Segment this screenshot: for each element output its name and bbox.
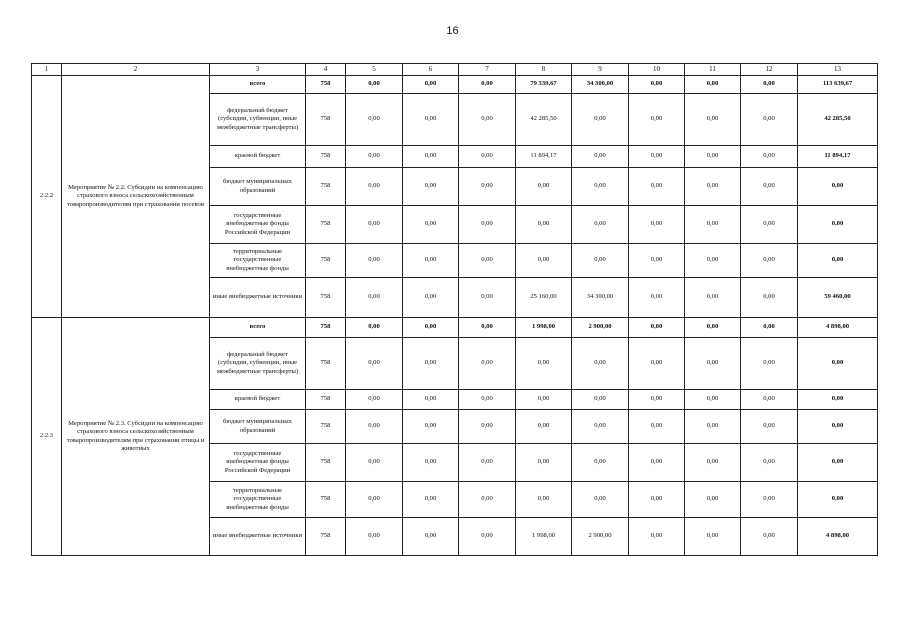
value-cell: 0,00 bbox=[459, 518, 516, 556]
header-cell: 9 bbox=[572, 64, 629, 76]
header-cell: 12 bbox=[741, 64, 798, 76]
value-cell: 0,00 bbox=[629, 482, 685, 518]
value-cell: 758 bbox=[306, 206, 346, 244]
value-cell: 0,00 bbox=[629, 206, 685, 244]
value-cell: 0,00 bbox=[403, 278, 459, 318]
value-cell: 0,00 bbox=[459, 390, 516, 410]
value-cell: 0,00 bbox=[346, 278, 403, 318]
value-cell: 25 160,00 bbox=[516, 278, 572, 318]
value-cell: 0,00 bbox=[741, 278, 798, 318]
value-cell: 0,00 bbox=[685, 146, 741, 168]
value-cell: 0,00 bbox=[572, 338, 629, 390]
value-cell: 0,00 bbox=[741, 444, 798, 482]
value-cell: 0,00 bbox=[629, 94, 685, 146]
value-cell: 758 bbox=[306, 244, 346, 278]
value-cell: 758 bbox=[306, 168, 346, 206]
value-cell: 34 300,00 bbox=[572, 76, 629, 94]
header-row bbox=[32, 64, 878, 76]
value-cell: 758 bbox=[306, 410, 346, 444]
value-cell: 0,00 bbox=[741, 518, 798, 556]
value-cell: 0,00 bbox=[459, 146, 516, 168]
funding-source: краевой бюджет bbox=[210, 390, 306, 410]
value-cell: 0,00 bbox=[685, 518, 741, 556]
value-cell: 0,00 bbox=[459, 482, 516, 518]
value-cell: 0,00 bbox=[459, 278, 516, 318]
budget-table bbox=[31, 63, 878, 556]
value-cell: 0,00 bbox=[459, 244, 516, 278]
value-cell: 0,00 bbox=[741, 244, 798, 278]
value-cell: 0,00 bbox=[629, 278, 685, 318]
value-cell: 2 900,00 bbox=[572, 318, 629, 338]
value-cell: 0,00 bbox=[685, 318, 741, 338]
table-row bbox=[32, 76, 878, 94]
value-cell: 0,00 bbox=[629, 410, 685, 444]
value-cell: 0,00 bbox=[741, 318, 798, 338]
value-cell: 0,00 bbox=[346, 76, 403, 94]
value-cell: 0,00 bbox=[346, 482, 403, 518]
total-cell: 113 639,67 bbox=[798, 76, 878, 94]
value-cell: 0,00 bbox=[629, 168, 685, 206]
section-code: 2.2.2 bbox=[32, 76, 62, 318]
value-cell: 0,00 bbox=[516, 206, 572, 244]
total-cell: 4 898,00 bbox=[798, 318, 878, 338]
header-cell: 3 bbox=[210, 64, 306, 76]
value-cell: 0,00 bbox=[459, 76, 516, 94]
value-cell: 0,00 bbox=[516, 444, 572, 482]
value-cell: 0,00 bbox=[741, 390, 798, 410]
funding-source: государственные внебюджетные фонды Российской Федерации bbox=[210, 444, 306, 482]
funding-source: государственные внебюджетные фонды Российской Федерации bbox=[210, 206, 306, 244]
value-cell: 0,00 bbox=[346, 390, 403, 410]
value-cell: 0,00 bbox=[685, 410, 741, 444]
value-cell: 0,00 bbox=[629, 318, 685, 338]
value-cell: 0,00 bbox=[572, 94, 629, 146]
value-cell: 0,00 bbox=[516, 168, 572, 206]
value-cell: 0,00 bbox=[403, 482, 459, 518]
total-cell: 0,00 bbox=[798, 338, 878, 390]
value-cell: 0,00 bbox=[403, 168, 459, 206]
value-cell: 0,00 bbox=[516, 410, 572, 444]
header-cell: 5 bbox=[346, 64, 403, 76]
header-cell: 10 bbox=[629, 64, 685, 76]
total-cell: 4 898,00 bbox=[798, 518, 878, 556]
value-cell: 0,00 bbox=[629, 444, 685, 482]
funding-source: всего bbox=[210, 76, 306, 94]
value-cell: 0,00 bbox=[629, 338, 685, 390]
value-cell: 1 998,00 bbox=[516, 318, 572, 338]
value-cell: 0,00 bbox=[459, 338, 516, 390]
value-cell: 0,00 bbox=[403, 390, 459, 410]
value-cell: 2 900,00 bbox=[572, 518, 629, 556]
value-cell: 0,00 bbox=[516, 338, 572, 390]
header-cell: 13 bbox=[798, 64, 878, 76]
header-cell: 11 bbox=[685, 64, 741, 76]
value-cell: 11 894,17 bbox=[516, 146, 572, 168]
table-body bbox=[32, 64, 878, 556]
header-cell: 1 bbox=[32, 64, 62, 76]
value-cell: 0,00 bbox=[685, 444, 741, 482]
value-cell: 0,00 bbox=[403, 518, 459, 556]
value-cell: 758 bbox=[306, 482, 346, 518]
value-cell: 34 300,00 bbox=[572, 278, 629, 318]
value-cell: 0,00 bbox=[741, 168, 798, 206]
value-cell: 0,00 bbox=[346, 206, 403, 244]
total-cell: 0,00 bbox=[798, 410, 878, 444]
value-cell: 0,00 bbox=[346, 410, 403, 444]
value-cell: 0,00 bbox=[572, 206, 629, 244]
funding-source: федеральный бюджет (субсидии, субвенции, иные межбюджетные трансферты) bbox=[210, 338, 306, 390]
value-cell: 0,00 bbox=[346, 338, 403, 390]
value-cell: 0,00 bbox=[685, 244, 741, 278]
value-cell: 0,00 bbox=[403, 94, 459, 146]
value-cell: 0,00 bbox=[516, 390, 572, 410]
total-cell: 42 285,50 bbox=[798, 94, 878, 146]
value-cell: 0,00 bbox=[629, 390, 685, 410]
header-cell: 4 bbox=[306, 64, 346, 76]
value-cell: 42 285,50 bbox=[516, 94, 572, 146]
value-cell: 0,00 bbox=[685, 278, 741, 318]
value-cell: 0,00 bbox=[572, 146, 629, 168]
page-number: 16 bbox=[446, 25, 459, 37]
value-cell: 0,00 bbox=[685, 390, 741, 410]
value-cell: 0,00 bbox=[516, 482, 572, 518]
value-cell: 0,00 bbox=[685, 76, 741, 94]
value-cell: 0,00 bbox=[741, 410, 798, 444]
value-cell: 0,00 bbox=[741, 146, 798, 168]
event-name: Мероприятие № 2.3. Субсидии на компенсацию страхового взноса сельскохозяйственным товаропроизводителям при страховании птицы и животных bbox=[62, 318, 210, 556]
value-cell: 0,00 bbox=[346, 146, 403, 168]
section-code: 2.2.3 bbox=[32, 318, 62, 556]
funding-source: территориальные государственные внебюджетные фонды bbox=[210, 244, 306, 278]
value-cell: 0,00 bbox=[685, 338, 741, 390]
value-cell: 0,00 bbox=[572, 482, 629, 518]
value-cell: 0,00 bbox=[459, 410, 516, 444]
funding-source: территориальные государственные внебюджетные фонды bbox=[210, 482, 306, 518]
table-row bbox=[32, 318, 878, 338]
value-cell: 0,00 bbox=[685, 168, 741, 206]
value-cell: 0,00 bbox=[572, 244, 629, 278]
value-cell: 0,00 bbox=[572, 390, 629, 410]
value-cell: 758 bbox=[306, 444, 346, 482]
total-cell: 59 460,00 bbox=[798, 278, 878, 318]
value-cell: 0,00 bbox=[403, 444, 459, 482]
value-cell: 758 bbox=[306, 518, 346, 556]
funding-source: иные внебюджетные источники bbox=[210, 518, 306, 556]
value-cell: 0,00 bbox=[403, 318, 459, 338]
value-cell: 0,00 bbox=[403, 76, 459, 94]
funding-source: иные внебюджетные источники bbox=[210, 278, 306, 318]
value-cell: 0,00 bbox=[572, 410, 629, 444]
value-cell: 0,00 bbox=[346, 94, 403, 146]
total-cell: 0,00 bbox=[798, 482, 878, 518]
value-cell: 0,00 bbox=[459, 206, 516, 244]
value-cell: 1 998,00 bbox=[516, 518, 572, 556]
value-cell: 0,00 bbox=[403, 338, 459, 390]
funding-source: краевой бюджет bbox=[210, 146, 306, 168]
total-cell: 11 894,17 bbox=[798, 146, 878, 168]
value-cell: 0,00 bbox=[516, 244, 572, 278]
total-cell: 0,00 bbox=[798, 244, 878, 278]
value-cell: 0,00 bbox=[685, 482, 741, 518]
header-cell: 7 bbox=[459, 64, 516, 76]
value-cell: 0,00 bbox=[346, 444, 403, 482]
value-cell: 0,00 bbox=[685, 94, 741, 146]
total-cell: 0,00 bbox=[798, 168, 878, 206]
value-cell: 0,00 bbox=[572, 444, 629, 482]
header-cell: 8 bbox=[516, 64, 572, 76]
value-cell: 0,00 bbox=[346, 168, 403, 206]
funding-source: бюджет муниципальных образований bbox=[210, 410, 306, 444]
value-cell: 0,00 bbox=[629, 76, 685, 94]
value-cell: 758 bbox=[306, 146, 346, 168]
value-cell: 0,00 bbox=[572, 168, 629, 206]
value-cell: 79 339,67 bbox=[516, 76, 572, 94]
value-cell: 0,00 bbox=[346, 244, 403, 278]
total-cell: 0,00 bbox=[798, 390, 878, 410]
total-cell: 0,00 bbox=[798, 206, 878, 244]
value-cell: 0,00 bbox=[741, 94, 798, 146]
header-cell: 6 bbox=[403, 64, 459, 76]
value-cell: 0,00 bbox=[403, 206, 459, 244]
event-name: Мероприятие № 2.2. Субсидии на компенсацию страхового взноса сельскохозяйственным товаропроизводителям при страховании посевов bbox=[62, 76, 210, 318]
value-cell: 0,00 bbox=[741, 206, 798, 244]
value-cell: 0,00 bbox=[629, 146, 685, 168]
value-cell: 758 bbox=[306, 318, 346, 338]
value-cell: 0,00 bbox=[629, 518, 685, 556]
value-cell: 0,00 bbox=[741, 76, 798, 94]
funding-source: бюджет муниципальных образований bbox=[210, 168, 306, 206]
funding-source: всего bbox=[210, 318, 306, 338]
value-cell: 0,00 bbox=[459, 318, 516, 338]
value-cell: 758 bbox=[306, 338, 346, 390]
header-cell: 2 bbox=[62, 64, 210, 76]
value-cell: 0,00 bbox=[741, 338, 798, 390]
value-cell: 758 bbox=[306, 278, 346, 318]
value-cell: 0,00 bbox=[685, 206, 741, 244]
value-cell: 0,00 bbox=[346, 318, 403, 338]
funding-source: федеральный бюджет (субсидии, субвенции, иные межбюджетные трансферты) bbox=[210, 94, 306, 146]
total-cell: 0,00 bbox=[798, 444, 878, 482]
value-cell: 0,00 bbox=[403, 244, 459, 278]
value-cell: 758 bbox=[306, 76, 346, 94]
value-cell: 758 bbox=[306, 94, 346, 146]
value-cell: 0,00 bbox=[459, 444, 516, 482]
value-cell: 0,00 bbox=[629, 244, 685, 278]
value-cell: 0,00 bbox=[346, 518, 403, 556]
value-cell: 0,00 bbox=[459, 94, 516, 146]
value-cell: 0,00 bbox=[741, 482, 798, 518]
value-cell: 0,00 bbox=[403, 146, 459, 168]
value-cell: 758 bbox=[306, 390, 346, 410]
value-cell: 0,00 bbox=[459, 168, 516, 206]
value-cell: 0,00 bbox=[403, 410, 459, 444]
